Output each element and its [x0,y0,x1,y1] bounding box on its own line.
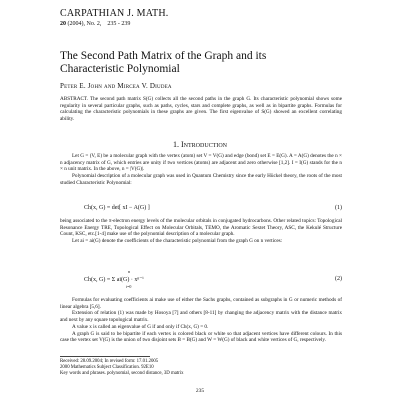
equation-1 [60,205,342,213]
journal-name: CARPATHIAN J. MATH. [60,8,169,19]
equation-2-body: Ch(x, G) = Σ ai(G) · xⁿ⁻ⁱ [84,277,144,283]
paragraph-3: being associated to the π-electron energy levels of the molecular orbitals in conjugated hydrocarbons. Other related topics: Topological Resonance Energy TRE, Topological Effect on Molecular Orbitals, TEMO, the Aromatic Sextet Theory, ASC, the Kekulé Structure Count, KSC, etc.[1-4] make use of the polynomial description of a molecular graph. [60,218,342,238]
equation-2 [60,269,342,289]
equation-2-sum-lower: i=0 [126,284,132,289]
paragraph-8: A graph G is said to be bipartite if each vertex is colored black or white so that adjacent vertices have different colours. In this case the vertex set V(G) is the union of two disjoint sets B = B(G) and W = W(G) of black and white vertices of G, respectively. [60,330,342,344]
footnote-received: Received: 28.09.2004; In revised form: 17.01.2005 [60,359,159,364]
footnote-rule [60,356,150,357]
section-heading: 1. Introduction [173,140,227,149]
intro-block-2 [60,218,342,245]
paragraph-4: Let ai = ai(G) denote the coefficients of the characteristic polynomial from the graph G on n vertices: [72,238,283,245]
paragraph-1: Let G = (V, E) be a molecular graph with the vertex (atom) set V = V(G) and edge (bond) set E = E(G). A = A(G) denotes the n × n adjacency matrix of G, which entries are unity if two vertices (atoms) are adjacent and zero otherwise [1,2]. I = I(G) stands for the n × n unit matrix. In the above, n = |V(G)|. [60,153,342,173]
equation-1-number: (1) [335,205,342,211]
journal-volume-line [60,19,168,30]
volume-number: 20 [60,21,66,27]
equation-2-sum-upper: n [128,269,130,274]
journal-header [60,8,168,30]
issue-line: (2004), No. 2, [67,21,102,27]
page-number: 235 [195,388,205,394]
paragraph-6: Extension of relation (1) was made by Hosoya [7] and others [8-11] by changing the adjacency matrix with the distance matrix and next by any square topological matrix. [60,310,342,324]
intro-block-1 [60,153,342,187]
author-list: Peter E. John and Mircea V. Diudea [60,82,172,90]
footnote-msc: 2000 Mathematics Subject Classification. 92E10 [60,365,154,371]
page-range: 235 - 239 [107,21,131,27]
paper-title [60,50,350,76]
equation-2-number: (2) [335,276,342,282]
abstract: ABSTRACT. The second path matrix S(G) collects all the second paths in the graph G. Its characteristic polynomial shows some regularity in several particular graphs, such as paths, cycles, stars and complete graphs, as well as in bipartite graphs. Formulas for calculating the characteristic polynomials in these graphs are given. The first eigenvalue of S(G) showed an excellent correlating ability. [60,96,342,122]
footnote-keywords: Key words and phrases. polynomial, second distance, 3D matrix [60,371,184,377]
paragraph-7: A value x is called an eigenvalue of G if and only if Ch(x, G) = 0. [72,323,209,330]
intro-block-3 [60,297,342,344]
paragraph-2: Polynomial description of a molecular graph was used in Quantum Chemistry since the early Hückel theory, the roots of the most studied Characteristic Polynomial: [60,173,342,186]
equation-1-body: Ch(x, G) = det[ xI − A(G) ] [84,205,150,211]
title-line-1: The Second Path Matrix of the Graph and its [60,50,267,62]
footnote [60,356,342,378]
paragraph-5: Formulas for evaluating coefficients ai make use of either the Sachs graphs, contained as subgraphs in G or numeric methods of linear algebra [5,6]. [60,297,342,310]
title-line-2: Characteristic Polynomial [60,63,180,75]
